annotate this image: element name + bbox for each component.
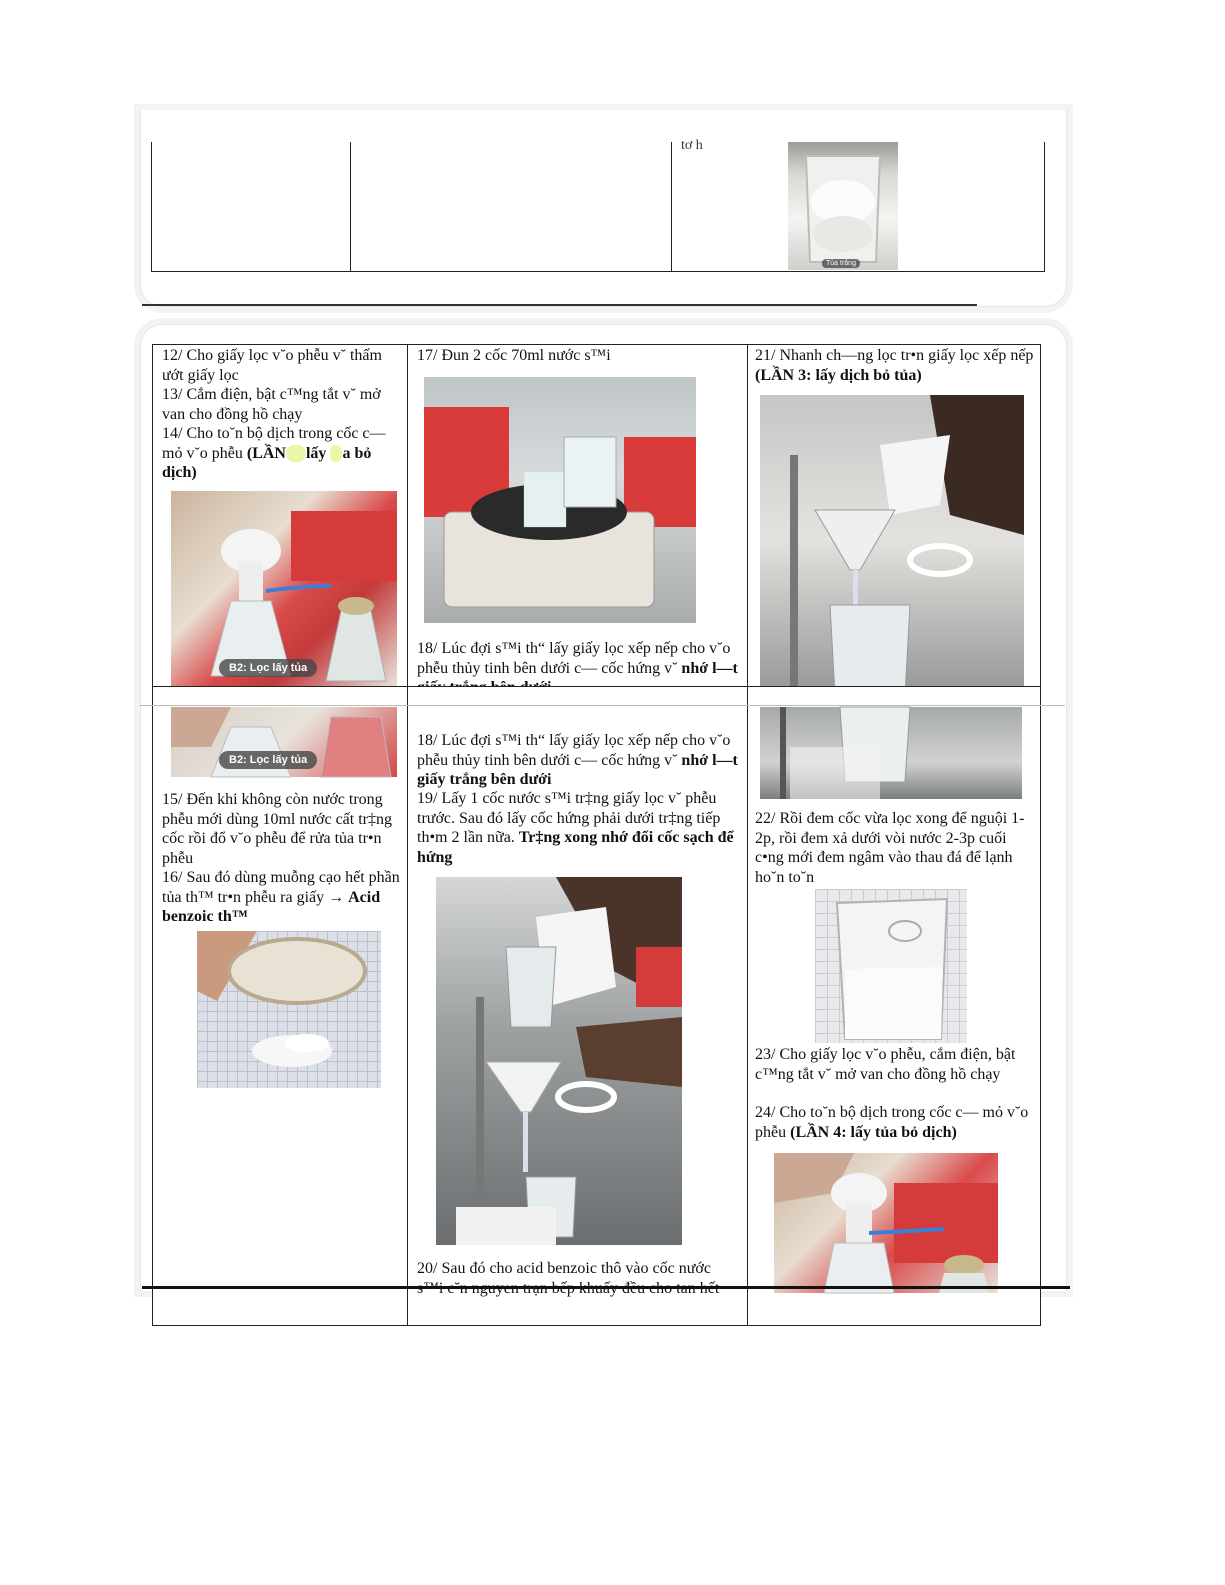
step-column-1 [152, 686, 408, 1326]
lower-table-view [140, 706, 1065, 1286]
filtration-photo [171, 491, 397, 686]
highlight-mark [330, 445, 342, 462]
step-16-bold: Acid benzoic th™ [162, 888, 381, 925]
step-column-2 [407, 686, 748, 1326]
vacuum-filtration-photo [774, 1153, 998, 1293]
top-table-cell-1 [151, 142, 351, 272]
step-15: 15/ Đến khi không còn nước trong phễu mới dùng 10ml nước cất tr‡ng cốc rồi đổ v˘o phễu để rửa tủa tr•n phễu [162, 791, 392, 867]
step-18-block [417, 731, 739, 790]
step-21-text: 21/ Nhanh ch—ng lọc tr•n giấy lọc xếp nếp [755, 347, 1034, 364]
step-14 [162, 424, 402, 483]
step-22: 22/ Rồi đem cốc vừa lọc xong để nguội 1-2p, rồi đem xả dưới vòi nước 2-3p cuối c•ng mới đem ngâm vào thau đá để lạnh ho˘n to˘n [755, 810, 1025, 886]
step-18-bold: nhớ l—t giấy trắng bên dưới [417, 751, 738, 788]
filtration-photo-partial [171, 707, 397, 777]
crystals-drawing [197, 931, 381, 1088]
upper-table-view [140, 330, 1065, 706]
cooled-beaker-photo [815, 889, 967, 1043]
step-19-block [417, 789, 739, 867]
step-24-text: 24/ Cho to˘n bộ dịch trong cốc c— mỏ v˘o phễu [755, 1104, 1029, 1141]
white-precipitate-photo [788, 142, 898, 270]
step-16-block [162, 868, 402, 927]
rinsing-filter-drawing [436, 877, 682, 1245]
pleated-filter-drawing [760, 395, 1024, 715]
view-seam [140, 705, 1065, 706]
step-column-2 [407, 344, 748, 744]
step-19-bold: Tr‡ng xong nhớ đổi cốc sạch để hứng [417, 829, 734, 866]
step-14-bold-3: a bỏ dịch) [162, 444, 372, 481]
photo-caption: Tủa trắng [822, 259, 860, 268]
step-column-3 [747, 344, 1041, 744]
step-14-text: 14/ Cho to˘n bộ dịch trong cốc c— mỏ v˘o phễu [162, 425, 386, 462]
step-18-text: 18/ Lúc đợi s™i th“ lấy giấy lọc xếp nếp cho v˘o phễu thủy tinh bên dưới c— cốc hứng v˘ [417, 732, 731, 769]
step-19-text: 19/ Lấy 1 cốc nước s™i tr‡ng giấy lọc v˘ phễu trước. Sau đó lấy cốc hứng phải dưới tr‡ng tiếp th•m 2 lần nữa. [417, 790, 721, 846]
pleated-filter-photo-partial [760, 707, 1022, 799]
top-table-cell-3 [671, 138, 1045, 272]
hotplate-photo [424, 377, 696, 623]
bottom-edge-line [142, 1286, 1070, 1289]
step-24-block [755, 1103, 1035, 1142]
rinsing-filter-photo [436, 877, 682, 1245]
top-fragment-text: tơ h [681, 138, 703, 153]
filtration-drawing [774, 1153, 998, 1293]
step-text-block [162, 346, 402, 483]
step-18-text: 18/ Lúc đợi s™i th“ lấy giấy lọc xếp nếp cho v˘o phễu thủy tinh bên dưới c— cốc hứng v˘ [417, 640, 731, 677]
step-14-bold-2: lấy [305, 444, 327, 462]
beaker-drawing [788, 142, 898, 270]
pleated-filter-photo [760, 395, 1024, 715]
step-23: 23/ Cho giấy lọc v˘o phễu, cắm điện, bật c™ng tắt v˘ mở van cho đồng hồ chạy [755, 1046, 1016, 1083]
step-24-bold: (LẦN 4: lấy tủa bỏ dịch) [790, 1123, 957, 1141]
top-table-cell-2 [350, 142, 672, 272]
step-12: 12/ Cho giấy lọc v˘o phễu v˘ thấm ướt giấy lọc [162, 347, 382, 384]
step-14-bold-1: (LẦN [246, 444, 286, 462]
photo-caption: B2: Lọc lấy tủa [219, 751, 317, 769]
step-21-bold: (LẦN 3: lấy dịch bỏ tủa) [755, 366, 922, 384]
beaker-drawing [815, 889, 967, 1043]
step-13: 13/ Cắm điện, bật c™ng tắt v˘ mở van cho đồng hồ chạy [162, 386, 381, 423]
step-17: 17/ Đun 2 cốc 70ml nước s™i [417, 347, 611, 364]
step-column-1 [152, 344, 408, 744]
step-18-bold: nhớ l—t [681, 659, 738, 677]
step-21-block [755, 346, 1035, 385]
top-card-divider [142, 304, 977, 306]
photo-caption: B2: Lọc lấy tủa [219, 659, 317, 677]
step-column-3 [747, 686, 1041, 1326]
benzoic-acid-crystals-photo [197, 931, 381, 1088]
hotplate-drawing [424, 377, 696, 623]
step-16-text: 16/ Sau đó dùng muỗng cạo hết phần tủa th™ tr•n phễu ra giấy → [162, 869, 400, 906]
highlight-mark [286, 445, 306, 462]
filtration-drawing [171, 491, 397, 686]
beaker-drawing [760, 707, 1022, 799]
step-20: 20/ Sau đó cho acid benzoic thô vào cốc nước [417, 1260, 711, 1277]
